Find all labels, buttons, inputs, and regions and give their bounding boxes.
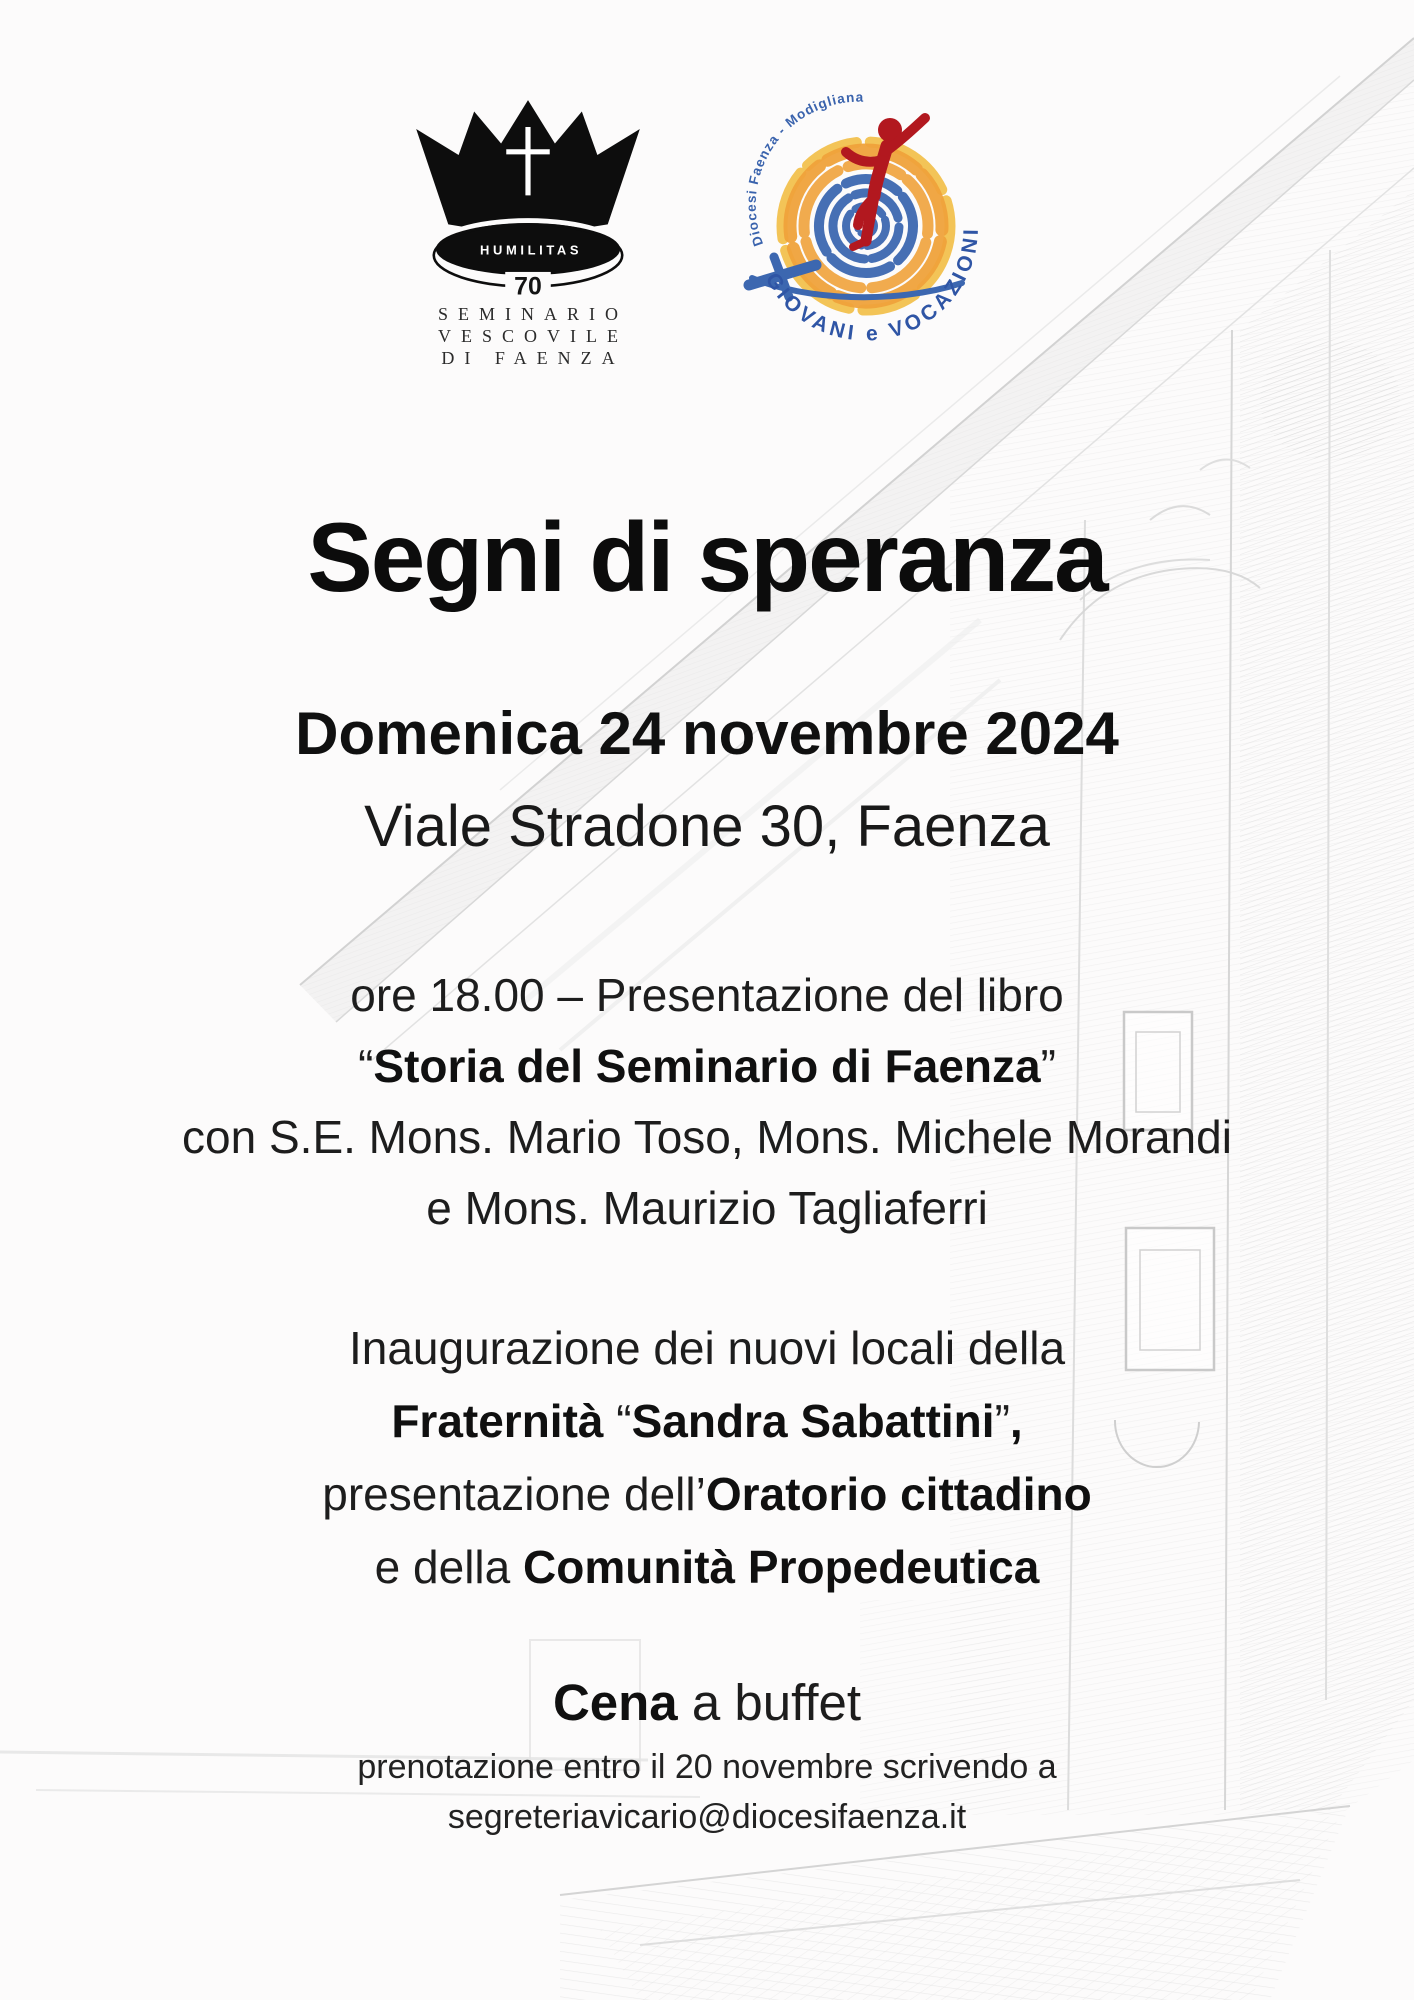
fraternity-quote-open: “ [603,1395,632,1447]
fraternity-name: Sandra Sabattini [631,1395,995,1447]
program-section [0,960,1414,1244]
book-quote-close: ” [1040,1040,1056,1092]
dinner-title [0,1674,1414,1732]
giovani-ring-label: GIOVANI e VOCAZIONI [760,225,984,346]
crown-humilitas-icon [414,98,642,303]
humilitas-band [431,218,626,301]
inauguration-intro: Inaugurazione dei nuovi locali della [348,1322,1066,1374]
comunita-bold: Comunità Propedeutica [523,1541,1040,1593]
seminario-name-line3: DI FAENZA [441,348,625,368]
oratorio-line [0,1458,1414,1531]
book-title-line [0,1031,1414,1102]
fraternity-comma: , [1009,1395,1023,1447]
anniversary-label: 70 [514,273,542,301]
dinner-section [0,1742,1414,1842]
seminario-name [414,303,642,369]
oratorio-bold: Oratorio cittadino [705,1468,1092,1520]
seminario-name-line1: SEMINARIO [437,304,628,324]
book-quote-open: “ [358,1040,374,1092]
giovani-vocazioni-icon [743,89,989,350]
seminario-name-line2: VESCOVILE [438,326,628,346]
crown-icon [416,100,640,231]
contact-email: segreteriavicario@diocesifaenza.it [447,1798,967,1836]
book-title: Storia del Seminario di Faenza [373,1040,1041,1092]
speakers-line-2: e Mons. Maurizio Tagliaferri [426,1182,988,1234]
diocesi-arc-label: Diocesi Faenza - Modigliana [743,89,865,249]
fraternity-line [0,1385,1414,1458]
oratorio-regular: presentazione dell’ [322,1468,706,1520]
dinner-title-regular: a buffet [677,1674,862,1731]
inauguration-section [0,1312,1414,1604]
page-title: Segni di speranza [307,502,1107,612]
motto-label: HUMILITAS [480,242,583,258]
speakers-line-1: con S.E. Mons. Mario Toso, Mons. Michele Morandi [182,1111,1232,1163]
seminario-logo [414,98,642,369]
giovani-vocazioni-logo [743,89,989,350]
fraternity-word: Fraternità [391,1395,604,1447]
program-intro: ore 18.00 – Presentazione del libro [350,969,1064,1021]
event-address: Viale Stradone 30, Faenza [364,794,1050,859]
event-date: Domenica 24 novembre 2024 [295,700,1119,767]
comunita-line [0,1531,1414,1604]
fraternity-quote-close: ” [994,1395,1010,1447]
comunita-regular: e della [374,1541,524,1593]
dinner-note-1: prenotazione entro il 20 novembre scrivendo a [357,1748,1057,1786]
dinner-title-bold: Cena [552,1674,678,1731]
